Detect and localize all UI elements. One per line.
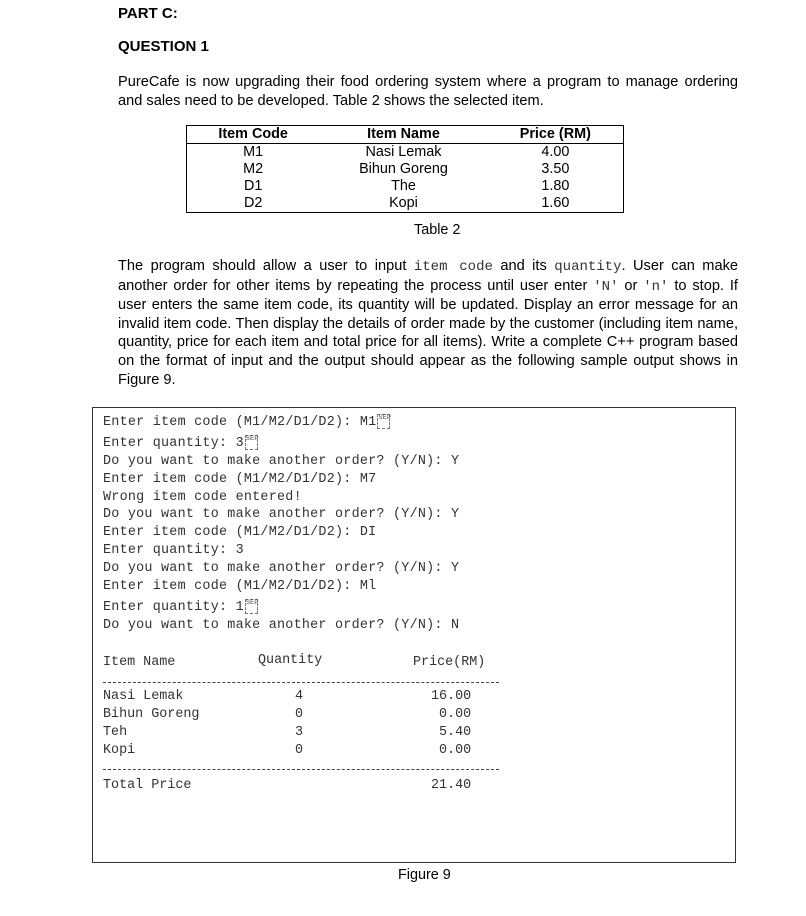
summary-item-name: Bihun Goreng [103, 707, 200, 722]
table-row [187, 178, 624, 195]
console-text: Enter quantity: 3 [103, 436, 244, 452]
question-heading: QUESTION 1 [118, 38, 209, 55]
summary-item-name: Teh [103, 725, 128, 740]
console-line: Enter item code (M1/M2/D1/D2): M7 [103, 472, 377, 487]
sample-output-box [92, 407, 736, 863]
summary-quantity: 0 [295, 743, 304, 758]
summary-price: 16.00 [431, 689, 472, 704]
table-cell: D1 [243, 178, 263, 194]
table-cell: 1.60 [488, 195, 624, 213]
table-header-row [187, 126, 624, 144]
table-header: Item Name [319, 126, 487, 144]
table-row [187, 144, 624, 162]
console-line: Do you want to make another order? (Y/N): N [103, 618, 460, 633]
console-line: Do you want to make another order? (Y/N): Y [103, 507, 460, 522]
summary-quantity: 3 [295, 725, 304, 740]
task-text: . User can make another order for other items by repeating the process until user enter [118, 258, 738, 294]
table-header: Price (RM) [488, 126, 624, 144]
summary-item-name: Kopi [103, 743, 136, 758]
sep-glyph-icon: SEP [377, 414, 390, 429]
sep-glyph-icon: SEP [245, 435, 258, 450]
item-table [186, 125, 624, 213]
table-cell: Bihun Goreng [359, 161, 448, 177]
summary-price: 5.40 [439, 725, 472, 740]
task-text: or [618, 277, 644, 294]
summary-item-name: Nasi Lemak [103, 689, 184, 704]
summary-header-quantity: Quantity [258, 653, 323, 668]
summary-header-item: Item Name [103, 655, 176, 670]
table-cell: M2 [243, 161, 264, 177]
console-line: Enter quantity: 3 [103, 543, 244, 558]
code-term: quantity [554, 259, 622, 275]
console-line: Enter item code (M1/M2/D1/D2): Ml [103, 579, 377, 594]
total-label: Total Price [103, 778, 192, 793]
console-line [103, 414, 390, 430]
table-cell: 4.00 [541, 144, 570, 160]
code-term: 'N' [593, 278, 619, 295]
console-line: Do you want to make another order? (Y/N): Y [103, 454, 460, 469]
dashed-divider [103, 769, 499, 770]
sep-glyph-icon: SEP [245, 599, 258, 614]
console-line [103, 599, 258, 615]
table-cell: D2 [187, 195, 320, 213]
intro-paragraph: PureCafe is now upgrading their food ordering system where a program to manage ordering and sales need to be developed. Table 2 shows the selected item. [118, 74, 738, 109]
part-heading: PART C: [118, 5, 178, 22]
console-line: Enter item code (M1/M2/D1/D2): DI [103, 525, 377, 540]
console-line [103, 435, 258, 451]
total-value: 21.40 [431, 778, 472, 793]
table-row [187, 161, 624, 178]
summary-header-price: Price(RM) [413, 655, 486, 670]
table-caption: Table 2 [414, 222, 461, 238]
figure-caption: Figure 9 [398, 867, 451, 883]
summary-quantity: 0 [295, 707, 304, 722]
task-text: and its [492, 258, 555, 274]
summary-quantity: 4 [295, 689, 304, 704]
table-cell: 1.80 [541, 178, 570, 194]
task-text: to stop. If user enters the same item code, its quantity will be updated. Display an error message for an invalid item code. Then display the details of order made by the customer (including item name, quantity, price for each item and total price for all items). Write a complete C++ program based on the format of input and the output should appear as the following sample output shows in Figure 9. [118, 277, 738, 388]
table-cell: Kopi [319, 195, 487, 213]
table-cell: Nasi Lemak [365, 144, 442, 160]
console-text: Enter quantity: 1 [103, 600, 244, 616]
dashed-divider [103, 682, 499, 683]
console-text: Enter item code (M1/M2/D1/D2): M1 [103, 415, 377, 431]
table-row [187, 195, 624, 213]
console-line: Wrong item code entered! [103, 490, 302, 505]
summary-price: 0.00 [439, 743, 472, 758]
code-term: 'n' [643, 278, 669, 295]
code-term: item code [413, 259, 493, 275]
table-cell: M1 [243, 144, 264, 160]
task-paragraph [118, 257, 738, 389]
table-cell: The [391, 178, 416, 194]
table-cell: 3.50 [541, 161, 570, 177]
table-header: Item Code [187, 126, 320, 144]
summary-price: 0.00 [439, 707, 472, 722]
task-text: The program should allow a user to input [118, 258, 414, 274]
console-line: Do you want to make another order? (Y/N): Y [103, 561, 460, 576]
